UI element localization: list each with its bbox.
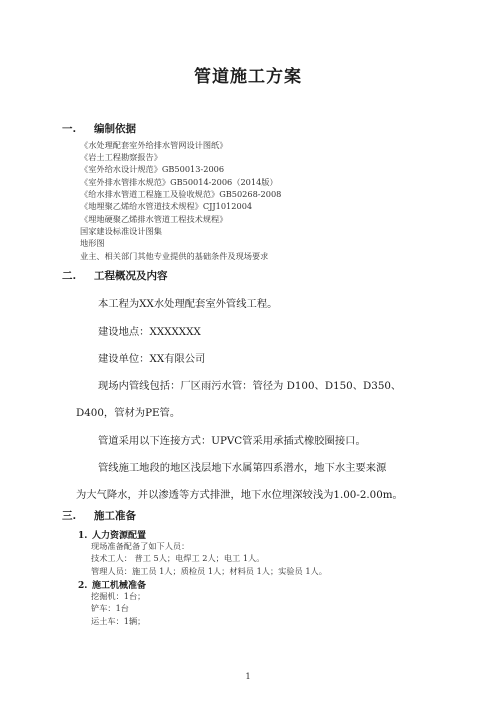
body-paragraph: 建设地点：XXXXXXX xyxy=(98,326,201,338)
list-line: 铲车：1台 xyxy=(91,603,129,613)
reference-list-item: 《给水排水管道工程施工及验收规范》GB50268-2008 xyxy=(80,189,282,199)
reference-list-item: 《埋地硬聚乙烯排水管道工程技术规程》 xyxy=(80,214,228,224)
list-line: 挖掘机：1台； xyxy=(91,591,146,601)
page-number: 1 xyxy=(245,672,251,681)
section-heading-3 xyxy=(62,508,136,523)
section-title: 施工准备 xyxy=(94,510,136,522)
reference-list-item: 《岩土工程勘察报告》 xyxy=(80,152,162,162)
list-line: 技术工人： 普工 5人；电焊工 2人；电工 1人。 xyxy=(91,553,265,563)
reference-list-item: 《室外排水管排水规范》GB50014-2006（2014版） xyxy=(80,177,278,187)
section-title: 编制依据 xyxy=(94,123,136,135)
section-title: 工程概况及内容 xyxy=(94,270,168,282)
subsection-number: 1. xyxy=(78,531,88,541)
reference-list-item: 国家建设标准设计图集 xyxy=(80,226,162,236)
subsection-title: 人力资源配置 xyxy=(92,531,147,541)
body-paragraph-continued: 为大气降水，并以渗透等方式排泄，地下水位埋深较浅为1.00-2.00m。 xyxy=(76,489,403,501)
body-paragraph: 管道采用以下连接方式：UPVC管采用承插式橡胶圈接口。 xyxy=(98,435,366,447)
section-number: 一. xyxy=(62,123,77,135)
section-heading-1 xyxy=(62,121,136,136)
reference-list-item: 《室外给水设计规范》GB50013-2006 xyxy=(80,164,225,174)
reference-list-item: 地形图 xyxy=(80,238,105,248)
body-paragraph-continued: D400，管材为PE管。 xyxy=(76,407,181,419)
list-line: 现场准备配备了如下人员： xyxy=(91,541,190,551)
list-line: 管理人员：施工员 1人；质检员 1人；材料员 1人；实验员 1人。 xyxy=(91,566,327,576)
body-paragraph: 建设单位：XX有限公司 xyxy=(98,353,206,365)
section-number: 二. xyxy=(62,270,77,282)
section-heading-2 xyxy=(62,268,168,283)
section-number: 三. xyxy=(62,510,77,522)
subsection-title: 施工机械准备 xyxy=(92,581,147,591)
body-paragraph: 现场内管线包括：厂区雨污水管：管径为 D100、D150、D350、 xyxy=(98,380,402,392)
body-paragraph: 本工程为XX水处理配套室外管线工程。 xyxy=(98,298,278,310)
subsection-number: 2. xyxy=(78,581,88,591)
reference-list-item: 业主、相关部门其他专业提供的基础条件及现场要求 xyxy=(80,251,269,261)
list-line: 运土车：1辆； xyxy=(91,616,146,626)
reference-list-item: 《地埋聚乙烯给水管道技术规程》CJJ1012004 xyxy=(80,201,253,211)
reference-list-item: 《水处理配套室外给排水管网设计图纸》 xyxy=(80,140,228,150)
document-title: 管道施工方案 xyxy=(194,67,302,87)
body-paragraph: 管线施工地段的地区浅层地下水属第四系潜水，地下水主要来源 xyxy=(98,462,387,474)
